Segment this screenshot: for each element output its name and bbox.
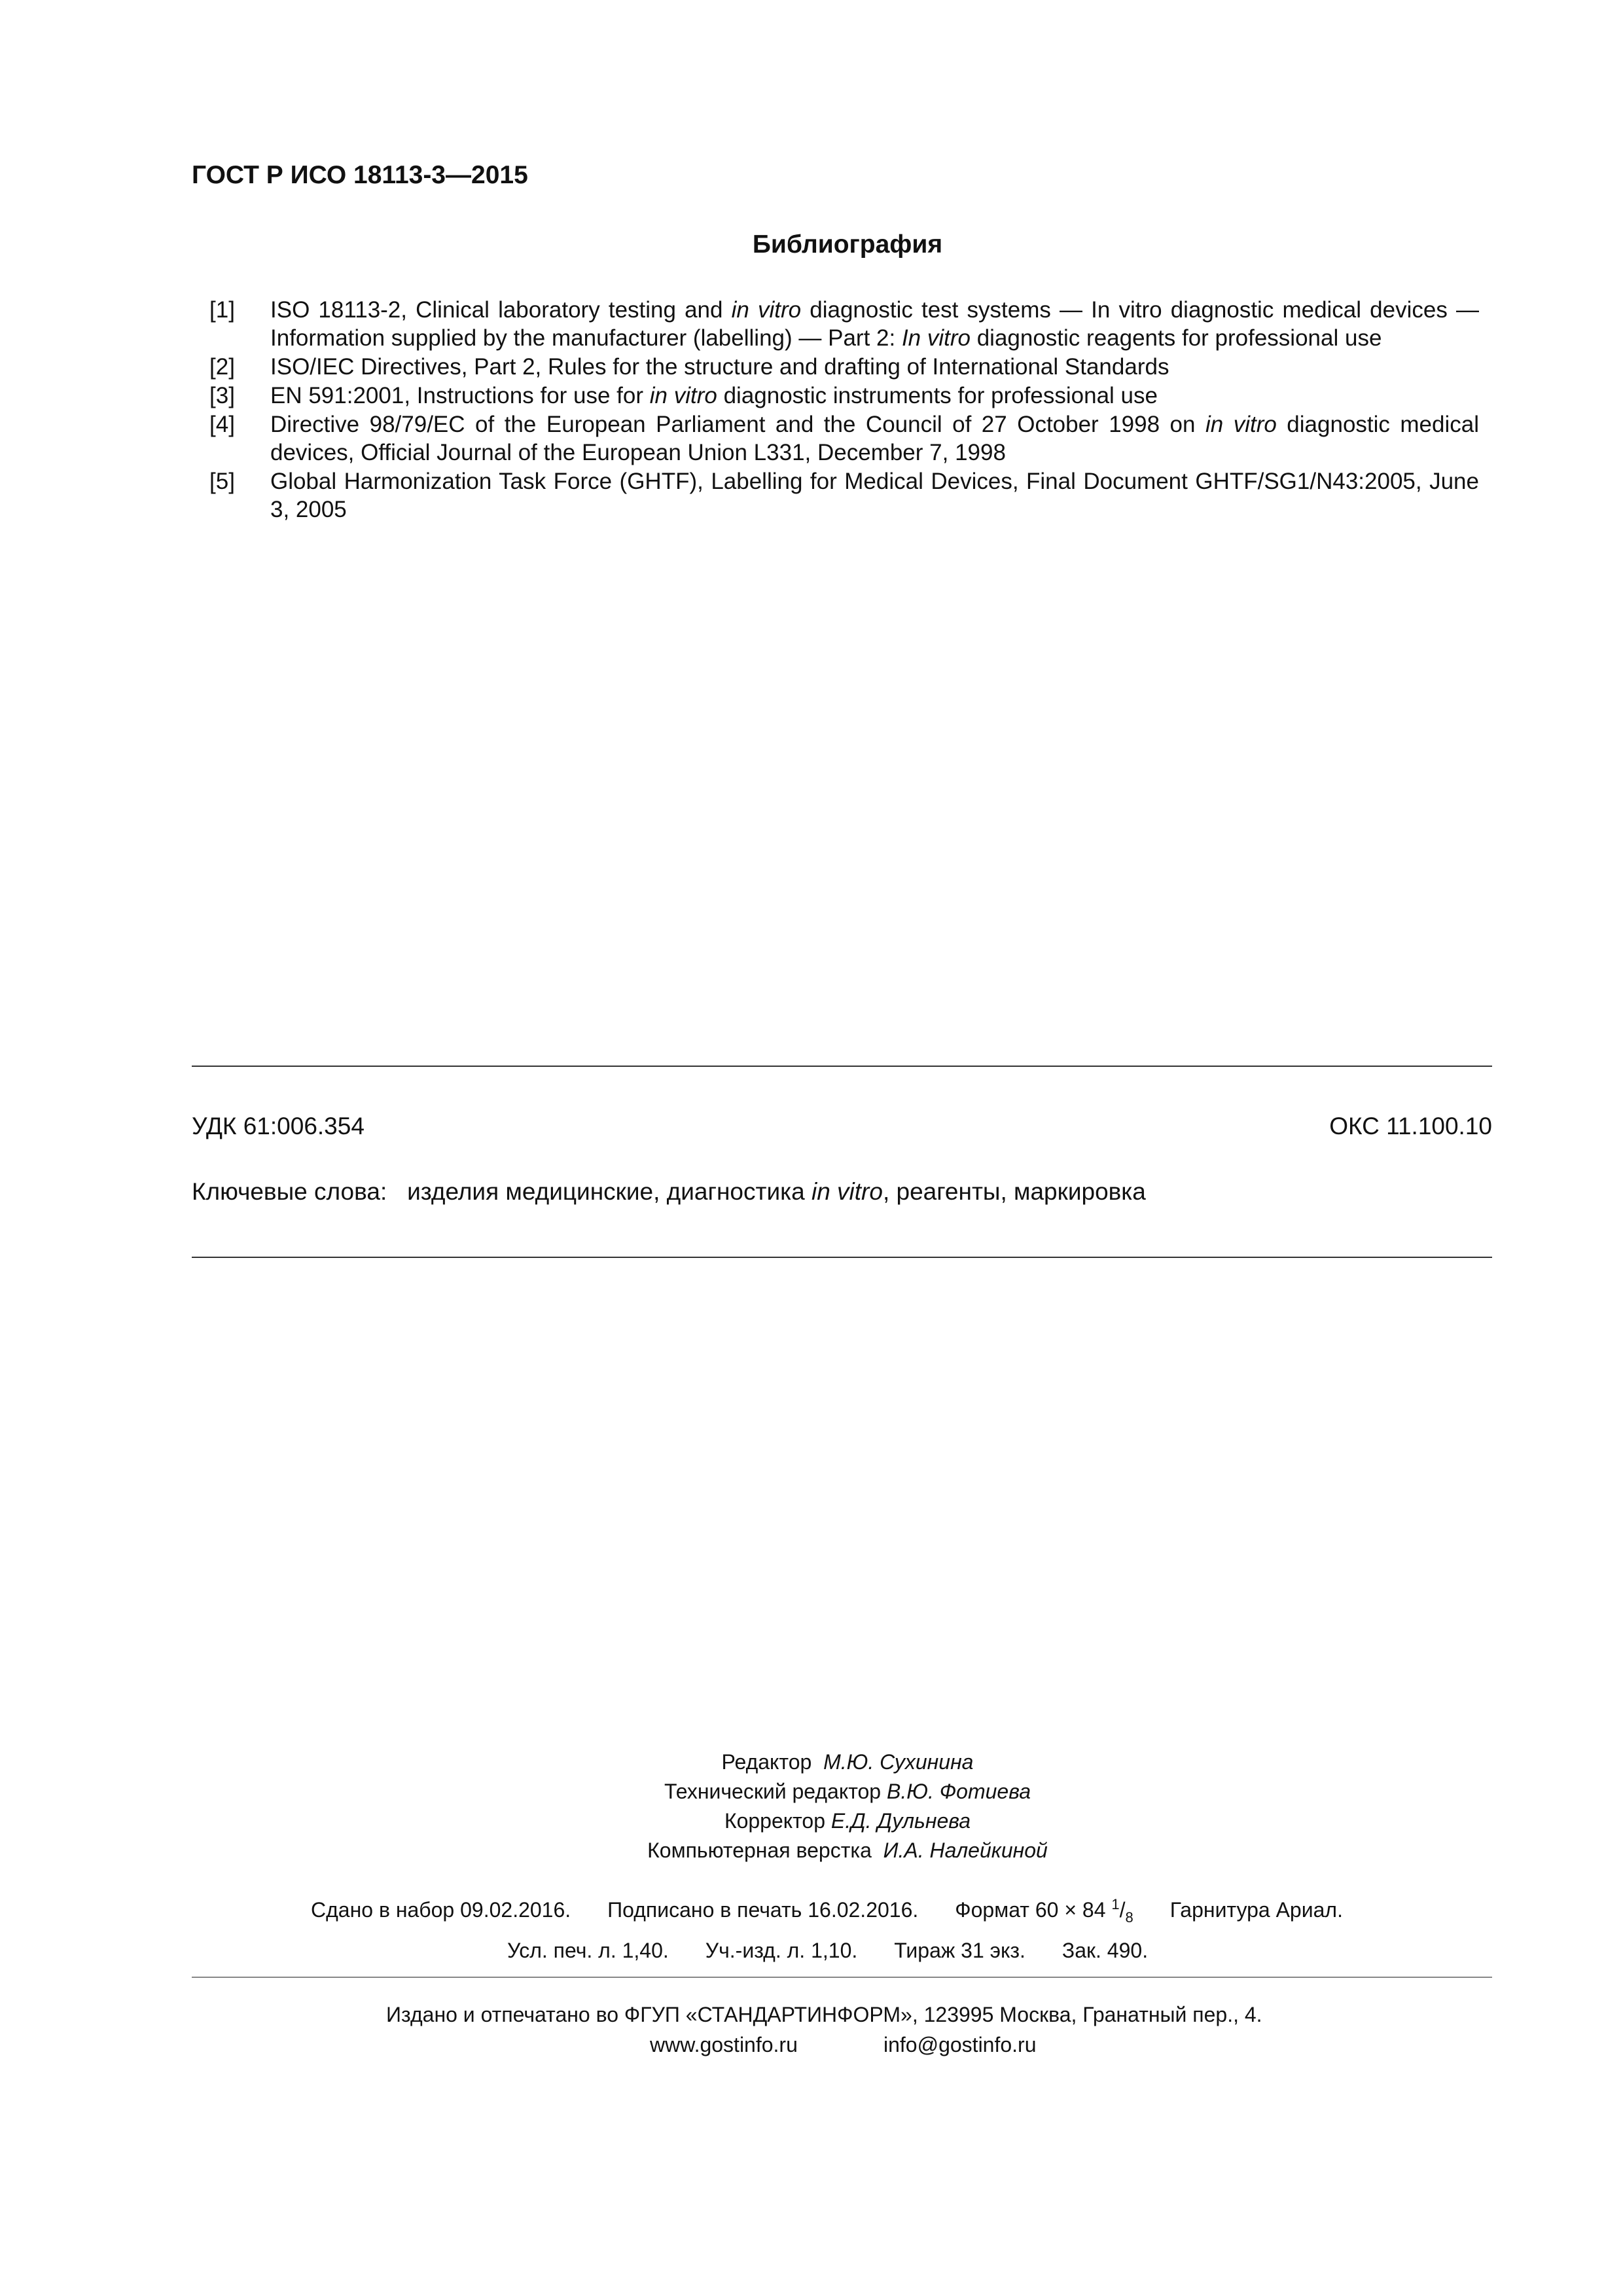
order-number: Зак. 490. bbox=[1061, 1939, 1149, 1962]
entry-number: [4] bbox=[209, 412, 235, 437]
divider-keywords bbox=[192, 1257, 1492, 1258]
keywords-text: изделия медицинские, диагностика in vitro, реагенты, маркировка bbox=[407, 1178, 1146, 1205]
entry-text: EN 591:2001, Instructions for use for in vitro diagnostic instruments for professional use bbox=[270, 383, 1158, 408]
credits-block bbox=[0, 1748, 1623, 1865]
credit-layout: Компьютерная верстка И.А. Налейкиной bbox=[647, 1839, 1048, 1862]
credit-editor: Редактор М.Ю. Сухинина bbox=[721, 1750, 974, 1774]
document-id-header: ГОСТ Р ИСО 18113-3—2015 bbox=[192, 161, 528, 189]
print-run: Тираж 31 экз. bbox=[894, 1939, 1026, 1962]
entry-text: ISO/IEC Directives, Part 2, Rules for the structure and drafting of International Standards bbox=[270, 354, 1169, 380]
print-sheets: Усл. печ. л. 1,40. bbox=[507, 1939, 669, 1962]
udk-code: УДК 61:006.354 bbox=[192, 1113, 365, 1139]
typeface: Гарнитура Ариал. bbox=[1169, 1898, 1343, 1922]
paper-format: Формат 60 × 84 $^1/_8$ bbox=[955, 1896, 1133, 1926]
publisher-website: www.gostinfo.ru bbox=[650, 2033, 798, 2056]
keywords-label: Ключевые слова: bbox=[192, 1178, 387, 1205]
bibliography-entry bbox=[209, 410, 1479, 467]
publisher-info: Издано и отпечатано во ФГУП «СТАНДАРТИНФОРМ», 123995 Москва, Гранатный пер., 4. bbox=[386, 2003, 1262, 2026]
publication-stats-line bbox=[507, 1939, 1148, 1963]
signed-date: Подписано в печать 16.02.2016. bbox=[607, 1898, 919, 1922]
credit-tech-editor: Технический редактор В.Ю. Фотиева bbox=[664, 1780, 1031, 1803]
entry-number: [1] bbox=[209, 297, 235, 323]
entry-text: Directive 98/79/EC of the European Parliament and the Council of 27 October 1998 on in vitro diagnostic medical devices, Official Journal of the European Union L331, December 7, 1998 bbox=[270, 412, 1480, 465]
bibliography-entry bbox=[209, 382, 1479, 410]
credit-corrector: Корректор Е.Д. Дульнева bbox=[724, 1809, 971, 1833]
divider-bottom bbox=[192, 1977, 1492, 1978]
publication-dates-line bbox=[311, 1896, 1343, 1926]
entry-text: ISO 18113-2, Clinical laboratory testing and in vitro diagnostic test systems — In vitro diagnostic medical devices — Information supplied by the manufacturer (labelling) — Part 2: In vitro diagnostic reagents for professional use bbox=[270, 297, 1479, 351]
entry-text: Global Harmonization Task Force (GHTF), Labelling for Medical Devices, Final Document GHTF/SG1/N43:2005, June 3, 2005 bbox=[270, 469, 1479, 522]
oks-code: ОКС 11.100.10 bbox=[1329, 1113, 1492, 1139]
entry-number: [3] bbox=[209, 383, 235, 408]
bibliography-entry bbox=[209, 296, 1479, 352]
sent-date: Сдано в набор 09.02.2016. bbox=[311, 1898, 571, 1922]
bibliography-entry bbox=[209, 353, 1479, 381]
keywords-line bbox=[192, 1178, 1146, 1206]
entry-number: [2] bbox=[209, 354, 235, 380]
entry-number: [5] bbox=[209, 469, 235, 494]
publisher-sheets: Уч.-изд. л. 1,10. bbox=[705, 1939, 858, 1962]
publisher-email: info@gostinfo.ru bbox=[883, 2033, 1037, 2056]
bibliography-entry bbox=[209, 467, 1479, 524]
divider-top bbox=[192, 1066, 1492, 1067]
bibliography-list bbox=[209, 296, 1479, 524]
bibliography-title: Библиография bbox=[752, 230, 943, 259]
